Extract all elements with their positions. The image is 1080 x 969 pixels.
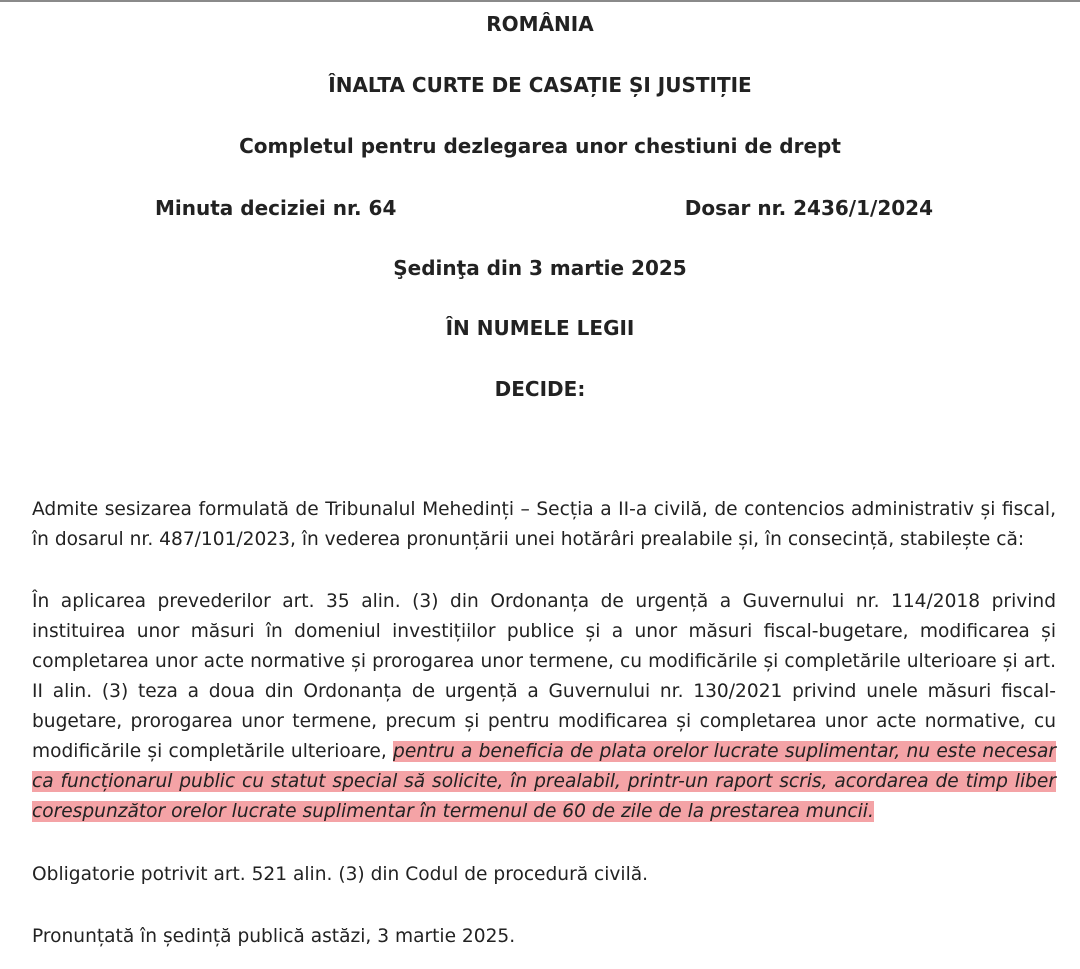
heading-court: ÎNALTA CURTE DE CASAȚIE ȘI JUSTIȚIE — [328, 73, 752, 97]
ruling-text: În aplicarea prevederilor art. 35 alin. (3) din Ordonanța de urgență a Guvernului nr. 114/2018 privind instituirea unor măsuri în domeniul investițiilor publice și a unor măsuri fiscal-bugetare, modificarea și completarea unor acte normative și prorogarea unor termene, cu modificările și completările ulterioare și art. II alin. (3) teza a doua din Ordonanța de urgență a Guvernului nr. 130/2021 privind unele măsuri fiscal-bugetare, prorogarea unor termene, precum și pentru modificarea și completarea unor acte normative, cu modificările și completările ulterioare, — [32, 591, 1056, 762]
paragraph-pronounced: Pronunțată în ședință publică astăzi, 3 martie 2025. — [32, 926, 516, 947]
ruling-highlighted-text: pentru a beneficia de plata orelor lucrate suplimentar, nu este necesar ca funcționarul public cu statut special să solicite, în prealabil, printr-un raport scris, acordarea de timp liber corespunzător orelor lucrate suplimentar în termenul de 60 de zile de la prestarea muncii. — [32, 741, 1057, 822]
paragraph-admission: Admite sesizarea formulată de Tribunalul Mehedinți – Secția a II-a civilă, de contencios administrativ și fiscal, în dosarul nr. 487/101/2023, în vederea pronunțării unei hotărâri prealabile și, în consecință, stabilește că: — [32, 499, 1056, 550]
decide-heading: DECIDE: — [494, 377, 586, 401]
file-number: Dosar nr. 2436/1/2024 — [684, 196, 933, 220]
top-border — [0, 0, 1080, 2]
paragraph-binding: Obligatorie potrivit art. 521 alin. (3) din Codul de procedură civilă. — [32, 864, 649, 885]
minute-number: Minuta deciziei nr. 64 — [155, 196, 397, 220]
heading-panel: Completul pentru dezlegarea unor chestiuni de drept — [239, 134, 841, 158]
in-name-of-law: ÎN NUMELE LEGII — [445, 316, 635, 340]
minute-file-row — [155, 196, 933, 220]
session-date: Şedinţa din 3 martie 2025 — [393, 256, 687, 280]
paragraph-ruling — [32, 587, 1056, 827]
heading-country: ROMÂNIA — [486, 12, 594, 36]
